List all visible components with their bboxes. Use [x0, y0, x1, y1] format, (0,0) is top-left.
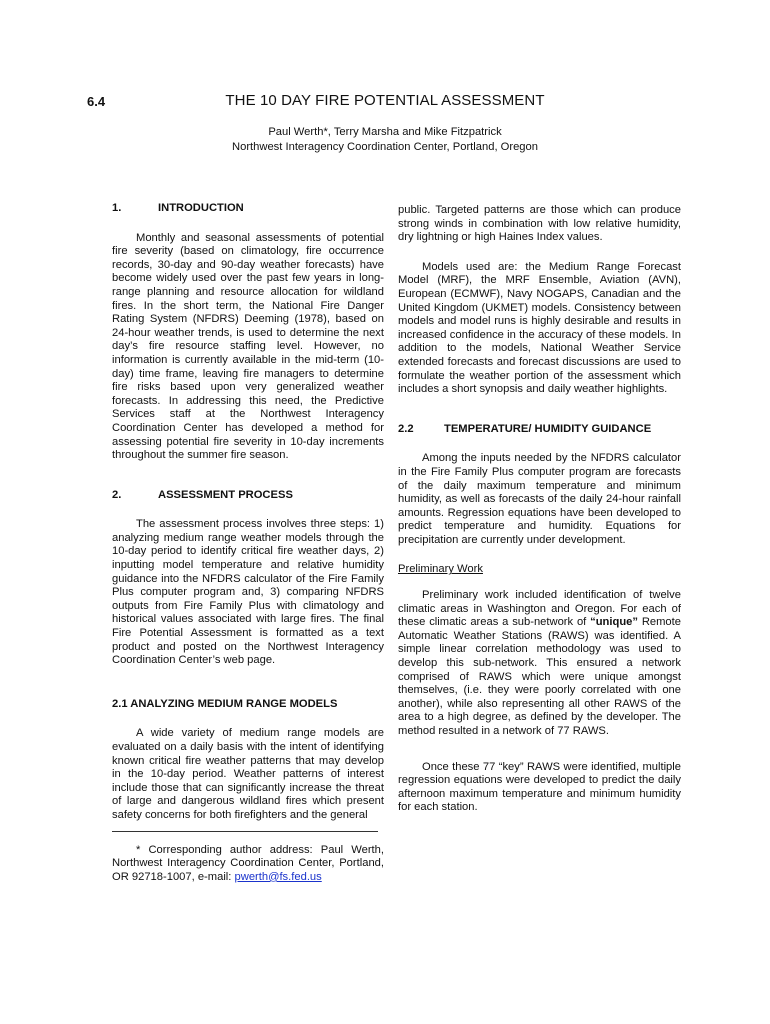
section-heading-introduction — [112, 202, 384, 216]
paragraph: Among the inputs needed by the NFDRS calculator in the Fire Family Plus computer program are forecasts of the daily maximum temperature and minimum humidity, as well as forecasts of the daily 24-hour rainfall amounts. Regression equations have been developed to predict temperature and humidity. Equations for precipitation are currently under development. — [398, 452, 681, 546]
footnote — [112, 844, 384, 885]
author-email-link[interactable]: pwerth@fs.fed.us — [234, 870, 322, 883]
section-title: INTRODUCTION — [158, 202, 244, 214]
affiliation: Northwest Interagency Coordination Center, Portland, Oregon — [232, 141, 538, 153]
subsection-heading-preliminary-work: Preliminary Work — [398, 563, 483, 576]
section-heading-temperature-humidity — [398, 423, 681, 437]
paragraph — [398, 589, 681, 739]
footnote-text: * Corresponding author address: Paul Werth, Northwest Interagency Coordination Center, Portland, OR 92718-1007, e-mail: — [112, 843, 384, 883]
authors: Paul Werth*, Terry Marsha and Mike Fitzpatrick — [268, 126, 502, 138]
section-heading-analyzing-models — [112, 698, 384, 712]
emphasis-unique: “unique” — [590, 616, 638, 629]
text-run: Preliminary work included identification of twelve climatic areas in Washington and Oregon. For each of these climatic areas a sub-network of — [398, 589, 681, 629]
paragraph: Models used are: the Medium Range Forecast Model (MRF), the MRF Ensemble, Aviation (AVN), European (ECMWF), Navy NOGAPS, Canadian and the United Kingdom (UKMET) models. Consistency between models and model runs is highly desirable and results in increased confidence in the accuracy of these models. In addition to the models, National Weather Service extended forecasts and forecast discussions are used to formulate the weather portion of the assessment which includes a short synopsis and daily weather highlights. — [398, 260, 681, 396]
section-number: 2.2 — [398, 422, 414, 435]
section-title: TEMPERATURE/ HUMIDITY GUIDANCE — [444, 422, 652, 435]
paragraph: The assessment process involves three steps: 1) analyzing medium range weather models through the 10-day period to identify critical fire weather days, 2) inputting model temperature and relative humidity guidance into the NFDRS calculator of the Fire Family Plus computer program and, 3) comparing NFDRS outputs from Fire Family Plus with climatology and historical values associated with large fires. The final Fire Potential Assessment is formatted as a text product and posted on the Northwest Interagency Coordination Center’s web page. — [112, 518, 384, 667]
section-number: 1. — [112, 202, 122, 214]
paragraph: A wide variety of medium range models are evaluated on a daily basis with the intent of identifying known critical fire weather patterns that may develop in the 10-day period. Weather patterns of interest include those that can significantly increase the threat of large and dangerous wildland fires which present safety concerns for both firefighters and the general — [112, 727, 384, 821]
paragraph: Monthly and seasonal assessments of potential fire severity (based on climatology, fire occurrence records, 30-day and 90-day weather forecasts) have become widely used over the past few years in long-range planning and resource allocation for wildland fires. In the short term, the National Fire Danger Rating System (NFDRS) Deeming (1978), based on 24-hour weather trends, is used to determine the next day’s fire resource staffing level. However, no information is currently available in the mid-term (10-day) time frame, leaving fire managers to determine fire risks based upon very generalized weather forecasts. In addressing this need, the Predictive Services staff at the Northwest Interagency Coordination Center has developed a method for assessing potential fire severity in 10-day increments throughout the summer fire season. — [112, 231, 384, 462]
left-column — [112, 202, 384, 884]
paper-title: THE 10 DAY FIRE POTENTIAL ASSESSMENT — [225, 92, 545, 109]
text-run: Remote Automatic Weather Stations (RAWS) was identified. A simple linear correlation methodology was used to develop this sub-network. This ensured a network comprised of RAWS which were unique amongst themselves, (i.e. they were poorly correlated with one another), while also representing all other RAWS of the area to a high degree, as defined by the developer. The method resulted in a network of 77 RAWS. — [398, 616, 681, 737]
paragraph: Once these 77 “key” RAWS were identified, multiple regression equations were developed to predict the daily afternoon maximum temperature and minimum humidity for each station. — [398, 760, 681, 814]
paragraph: public. Targeted patterns are those which can produce strong winds in combination with low relative humidity, dry lightning or high Haines Index values. — [398, 204, 681, 244]
section-title: ASSESSMENT PROCESS — [158, 488, 293, 501]
paper-number: 6.4 — [87, 94, 106, 109]
section-heading-assessment-process — [112, 489, 384, 503]
right-column — [398, 204, 681, 815]
author-block — [0, 125, 770, 155]
section-number: 2. — [112, 488, 122, 501]
section-title: 2.1 ANALYZING MEDIUM RANGE MODELS — [112, 697, 338, 710]
